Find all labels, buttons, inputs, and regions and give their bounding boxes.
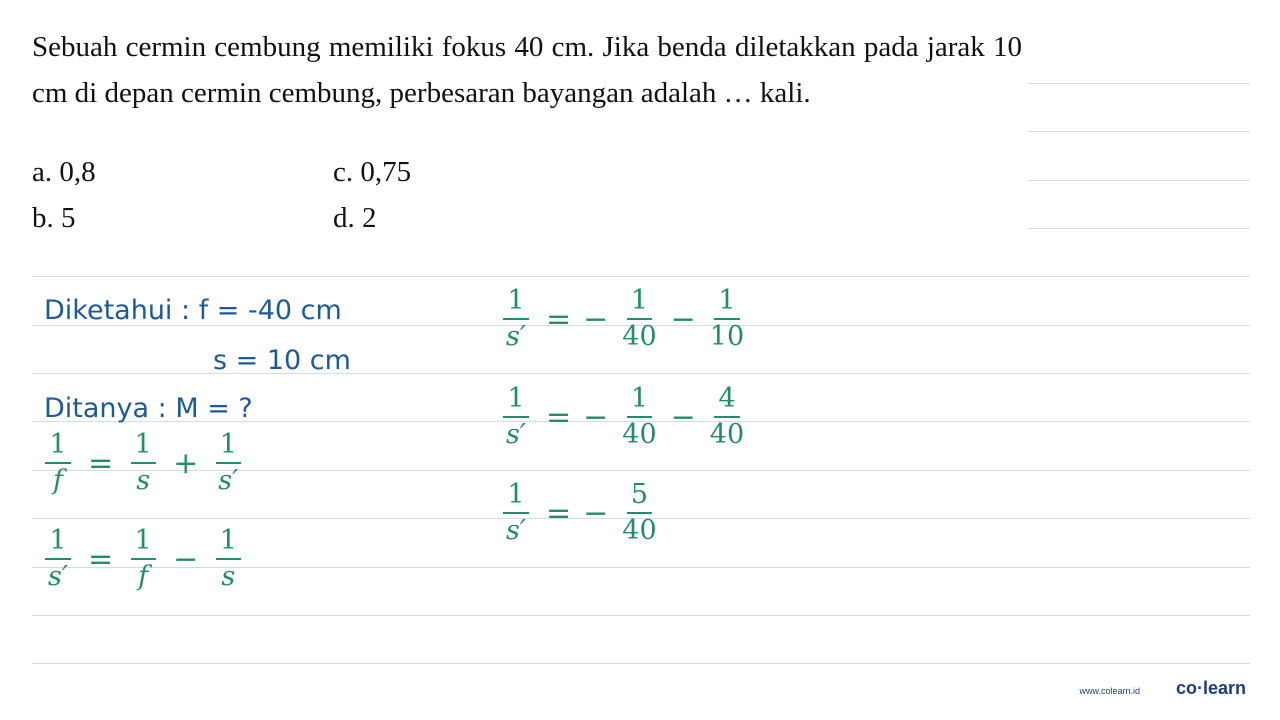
numerator: 1 [627, 284, 652, 320]
mirror-formula [34, 428, 252, 498]
fraction [618, 382, 660, 452]
known-focal-length: Diketahui : f = -40 cm [44, 295, 342, 326]
calculation-step-2 [492, 382, 752, 452]
fraction [38, 524, 78, 594]
minus-sign: − [670, 399, 696, 435]
fraction [123, 524, 163, 594]
numerator: 5 [627, 478, 652, 514]
fraction [208, 524, 248, 594]
denominator: f [138, 561, 149, 592]
numerator: 1 [216, 524, 241, 560]
fraction [706, 284, 748, 354]
equals-sign: = [88, 541, 114, 577]
minus-sign: − [583, 495, 609, 531]
numerator: 1 [503, 382, 528, 418]
ruled-line [32, 276, 1250, 277]
option-b: b. 5 [32, 202, 76, 234]
denominator: 40 [622, 515, 657, 546]
denominator: s′ [48, 561, 68, 592]
fraction [38, 428, 78, 498]
numerator: 1 [216, 428, 241, 464]
fraction [706, 382, 748, 452]
numerator: 1 [503, 478, 528, 514]
denominator: s′ [506, 419, 526, 450]
numerator: 1 [131, 524, 156, 560]
ruled-line [32, 615, 1250, 616]
numerator: 1 [131, 428, 156, 464]
ruled-line [1028, 228, 1250, 229]
equals-sign: = [546, 399, 572, 435]
denominator: s [136, 465, 151, 496]
minus-sign: − [583, 301, 609, 337]
minus-sign: − [670, 301, 696, 337]
brand-logo: co·learn [1175, 678, 1246, 698]
ruled-line [1028, 180, 1250, 181]
equals-sign: = [546, 301, 572, 337]
minus-sign: − [583, 399, 609, 435]
denominator: 40 [622, 419, 657, 450]
numerator: 1 [503, 284, 528, 320]
ruled-line [32, 663, 1250, 664]
fraction [618, 478, 660, 548]
fraction [618, 284, 660, 354]
equals-sign: = [546, 495, 572, 531]
denominator: s′ [218, 465, 239, 496]
numerator: 1 [45, 428, 70, 464]
denominator: s [221, 561, 236, 592]
denominator: s′ [506, 515, 526, 546]
known-object-distance: s = 10 cm [213, 345, 351, 376]
denominator: 40 [709, 419, 745, 450]
ruled-line [1028, 83, 1250, 84]
equals-sign: = [88, 445, 114, 481]
fraction [496, 478, 536, 548]
fraction [208, 428, 248, 498]
asked-magnification: Ditanya : M = ? [44, 393, 253, 424]
plus-sign: + [173, 445, 199, 481]
rearranged-formula [34, 524, 252, 594]
calculation-step-1 [492, 284, 752, 354]
fraction [123, 428, 163, 498]
numerator: 1 [714, 284, 739, 320]
fraction [496, 284, 536, 354]
ruled-line [1028, 131, 1250, 132]
question-text: Sebuah cermin cembung memiliki fokus 40 cm. Jika benda diletakkan pada jarak 10 cm di depan cermin cembung, perbesaran bayangan adalah … kali. [32, 31, 1022, 109]
denominator: f [53, 465, 63, 496]
denominator: 10 [709, 321, 745, 352]
calculation-step-3 [492, 478, 665, 548]
option-d: d. 2 [333, 202, 377, 234]
option-c: c. 0,75 [333, 156, 412, 188]
brand-url: www.colearn.id [1079, 686, 1140, 696]
numerator: 1 [45, 524, 70, 560]
denominator: 40 [622, 321, 657, 352]
option-a: a. 0,8 [32, 156, 96, 188]
denominator: s′ [506, 321, 526, 352]
minus-sign: − [173, 541, 199, 577]
numerator: 1 [627, 382, 652, 418]
fraction [496, 382, 536, 452]
numerator: 4 [714, 382, 739, 418]
